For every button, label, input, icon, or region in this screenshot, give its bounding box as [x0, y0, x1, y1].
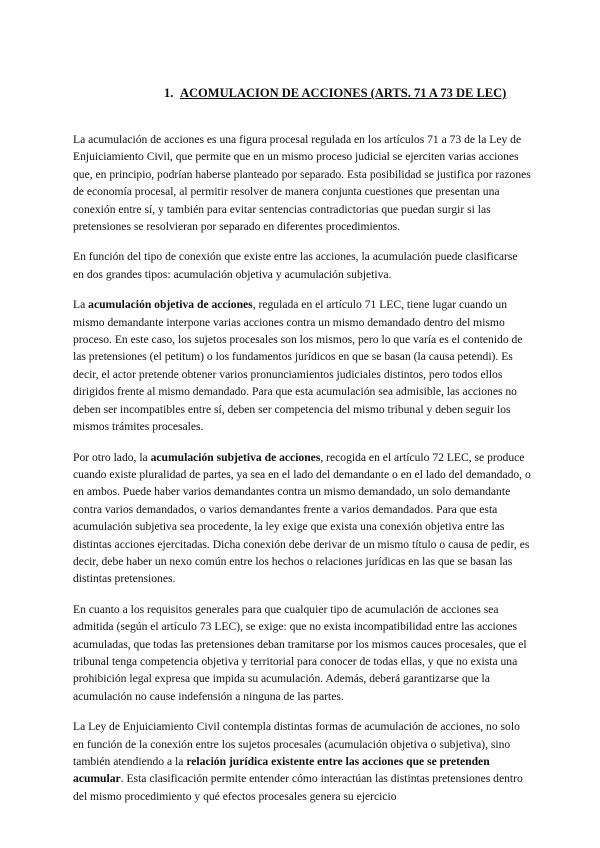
- document-body: [73, 131, 531, 818]
- paragraph-classification: En función del tipo de conexión que existe entre las acciones, la acumulación puede clasificarse en dos grandes tipos: acumulación objetiva y acumulación subjetiva.: [73, 250, 518, 281]
- section-number: 1.: [164, 86, 174, 100]
- paragraph-intro: La acumulación de acciones es una figura procesal regulada en los artículos 71 a 73 de la Ley de Enjuiciamiento Civil, que permite que en un mismo proceso judicial se ejerciten varias acciones que, en principio, podrían haberse planteado por separado. Esta posibilidad se justifica por razones de economía procesal, al permitir resolver de manera conjunta cuestiones que presentan una conexión entre sí, y también para evitar sentencias contradictorias que puedan surgir si las pretensiones se resolvieran por separado en diferentes procedimientos.: [73, 133, 531, 234]
- paragraph-objective-accumulation: [73, 296, 531, 435]
- paragraph-subjective-accumulation: [73, 449, 531, 588]
- paragraph-text: Por otro lado, la: [73, 450, 151, 464]
- bold-term: acumulación subjetiva de acciones: [150, 450, 321, 464]
- bold-term: relación jurídica existente entre las acciones que se pretenden acumular: [73, 755, 490, 786]
- section-title: ACOMULACION DE ACCIONES (ARTS. 71 A 73 DE LEC): [180, 86, 507, 100]
- paragraph-text: , regulada en el artículo 71 LEC, tiene lugar cuando un mismo demandante interpone varias acciones contra un mismo demandado dentro del mismo proceso. En este caso, los sujetos procesales son los mismos, pero lo que varía es el contenido de las pretensiones (el petitum) o los fundamentos jurídicos en que se basan (la causa petendi). Es decir, el actor pretende obtener varios pronunciamientos judiciales distintos, pero todos ellos dirigidos frente al mismo demandado. Para que esta acumulación sea admisible, las acciones no deben ser incompatibles entre sí, deben ser competencia del mismo tribunal y deben seguir los mismos trámites procesales.: [73, 298, 523, 434]
- paragraph-text: , recogida en el artículo 72 LEC, se produce cuando existe pluralidad de partes, ya sea en el lado del demandante o en el lado del demandado, o en ambos. Puede haber varios demandantes contra un mismo demandado, un solo demandante contra varios demandados, o varios demandantes frente a varios demandados. Para que esta acumulación subjetiva sea procedente, la ley exige que exista una conexión objetiva entre las distintas acciones ejercitadas. Dicha conexión debe derivar de un mismo título o causa de pedir, es decir, debe haber un nexo común entre los hechos o relaciones jurídicas en las que se basan las distintas pretensiones.: [73, 450, 531, 586]
- paragraph-text: . Esta clasificación permite entender cómo interactúan las distintas pretensiones dentro del mismo procedimiento y qué efectos procesales genera su ejercicio: [73, 772, 523, 803]
- paragraph-forms: [73, 718, 531, 805]
- section-heading: [164, 86, 506, 101]
- paragraph-text: La Ley de Enjuiciamiento Civil contempla distintas formas de acumulación de acciones, no solo en función de la conexión entre los sujetos procesales (acumulación objetiva o subjetiva), sino también atendiendo a la: [73, 720, 520, 768]
- paragraph-requirements: En cuanto a los requisitos generales para que cualquier tipo de acumulación de acciones sea admitida (según el artículo 73 LEC), se exige: que no exista incompatibilidad entre las acciones acumuladas, que todas las pretensiones deban tramitarse por los mismos cauces procesales, que el tribunal tenga competencia objetiva y territorial para conocer de todas ellas, y que no exista una prohibición legal expresa que impida su acumulación. Además, deberá garantizarse que la acumulación no cause indefensión a ninguna de las partes.: [73, 602, 527, 703]
- bold-term: acumulación objetiva de acciones: [88, 298, 253, 312]
- paragraph-text: La: [73, 298, 89, 312]
